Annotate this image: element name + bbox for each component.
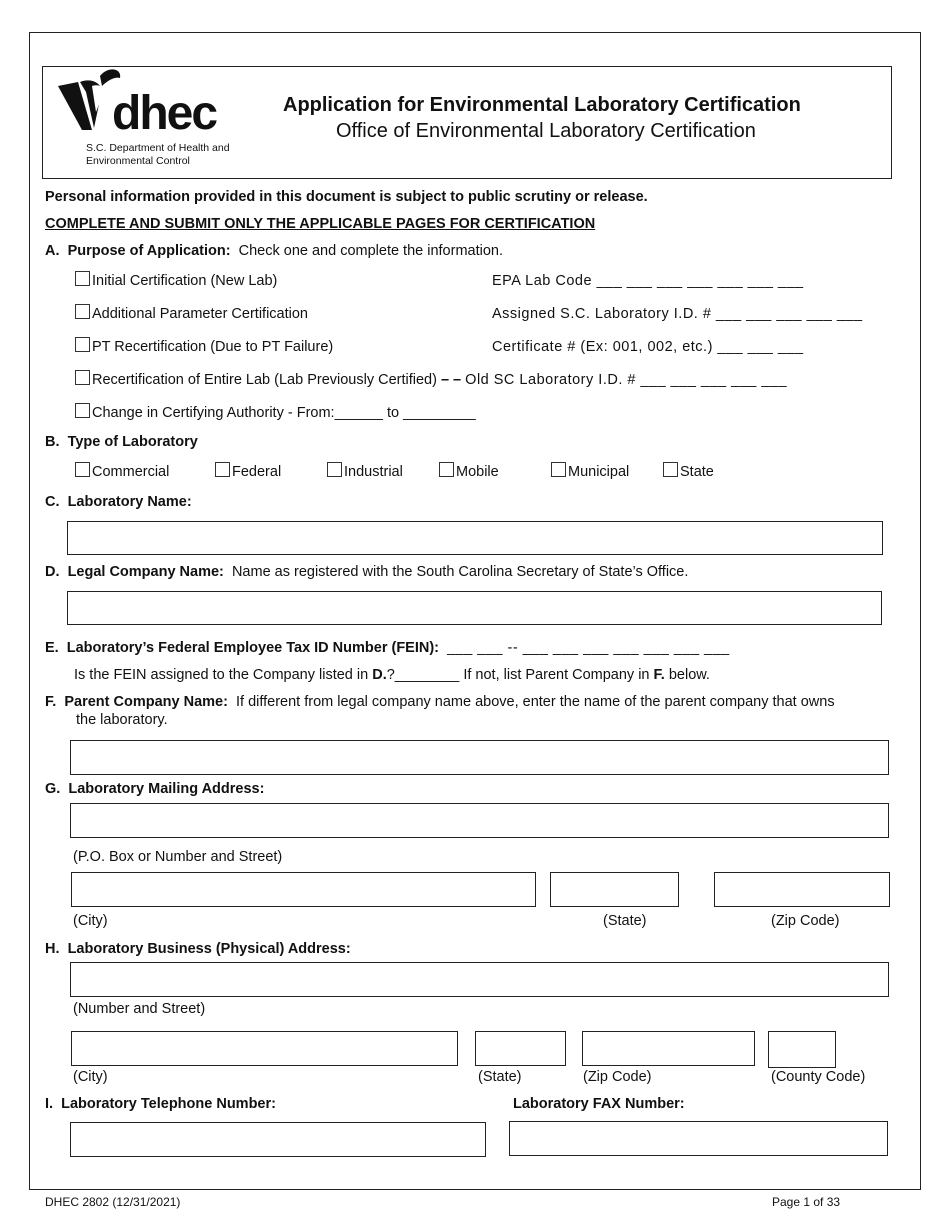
fax-input[interactable] [509, 1121, 888, 1156]
fein-question-text-3: below. [664, 667, 710, 683]
purpose-option-change-label: Change in Certifying Authority - From:______ to _________ [92, 405, 476, 421]
lab-type-label: Federal [232, 464, 282, 480]
section-f-letter: F. [45, 694, 57, 710]
fein-question [74, 667, 710, 683]
lab-type-label: Municipal [568, 464, 630, 480]
purpose-option-change[interactable] [75, 403, 476, 421]
business-county-label: (County Code) [771, 1069, 866, 1085]
mailing-city-label: (City) [73, 913, 108, 929]
checkbox-initial[interactable] [75, 271, 90, 286]
fein-field[interactable]: ___ ___ -- ___ ___ ___ ___ ___ ___ ___ [447, 640, 730, 656]
section-e-label: Laboratory’s Federal Employee Tax ID Number (FEIN): [66, 640, 440, 656]
logo-subtitle-2: Environmental Control [86, 155, 190, 167]
old-lab-id-field[interactable]: Old SC Laboratory I.D. # ___ ___ ___ ___ ___ [465, 372, 788, 388]
purpose-option-additional-label: Additional Parameter Certification [92, 306, 308, 322]
logo-subtitle-1: S.C. Department of Health and [86, 142, 230, 154]
checkbox-additional[interactable] [75, 304, 90, 319]
parent-company-name-input[interactable] [70, 740, 889, 775]
lab-type-mobile[interactable] [439, 462, 499, 480]
section-f-label: Parent Company Name: [64, 694, 228, 710]
assigned-lab-id-field[interactable]: Assigned S.C. Laboratory I.D. # ___ ___ ___ ___ ___ [492, 306, 863, 322]
lab-type-industrial[interactable] [327, 462, 403, 480]
checkbox-mobile[interactable] [439, 462, 454, 477]
business-street-label: (Number and Street) [73, 1001, 206, 1017]
mailing-zip-label: (Zip Code) [771, 913, 840, 929]
checkbox-federal[interactable] [215, 462, 230, 477]
mailing-zip-input[interactable] [714, 872, 890, 907]
legal-company-name-input[interactable] [67, 591, 882, 625]
section-i-heading [45, 1096, 276, 1112]
section-b-letter: B. [45, 434, 60, 450]
section-g-heading [45, 781, 264, 797]
section-h-heading [45, 941, 351, 957]
section-f-desc-2: the laboratory. [76, 712, 168, 728]
section-h-letter: H. [45, 941, 60, 957]
business-county-input[interactable] [768, 1031, 836, 1068]
business-zip-label: (Zip Code) [583, 1069, 652, 1085]
section-b-label: Type of Laboratory [67, 434, 198, 450]
mailing-street-label: (P.O. Box or Number and Street) [73, 849, 283, 865]
business-city-label: (City) [73, 1069, 108, 1085]
section-f-desc: If different from legal company name above, enter the name of the parent company that owns [235, 694, 835, 710]
purpose-option-pt[interactable] [75, 337, 333, 355]
business-city-input[interactable] [71, 1031, 458, 1066]
section-a-desc: Check one and complete the information. [238, 243, 504, 259]
section-i-label: Laboratory Telephone Number: [61, 1096, 276, 1112]
fein-question-ref-d: D. [372, 667, 387, 683]
purpose-option-pt-label: PT Recertification (Due to PT Failure) [92, 339, 334, 355]
section-g-label: Laboratory Mailing Address: [68, 781, 265, 797]
business-state-input[interactable] [475, 1031, 566, 1066]
logo-wordmark: dhec [112, 87, 217, 140]
section-i-letter: I. [45, 1096, 54, 1112]
section-b-heading [45, 434, 198, 450]
lab-type-federal[interactable] [215, 462, 281, 480]
lab-type-municipal[interactable] [551, 462, 629, 480]
mailing-city-input[interactable] [71, 872, 536, 907]
section-c-label: Laboratory Name: [67, 494, 192, 510]
checkbox-state[interactable] [663, 462, 678, 477]
privacy-notice: Personal information provided in this document is subject to public scrutiny or release. [45, 189, 648, 205]
section-c-letter: C. [45, 494, 60, 510]
page-number: Page 1 of 33 [772, 1195, 841, 1209]
recert-dash: – – [440, 372, 462, 388]
checkbox-commercial[interactable] [75, 462, 90, 477]
purpose-option-recert-label: Recertification of Entire Lab (Lab Previously Certified) [92, 372, 437, 388]
section-a-letter: A. [45, 243, 60, 259]
purpose-option-initial[interactable] [75, 271, 277, 289]
checkbox-pt[interactable] [75, 337, 90, 352]
mailing-street-input[interactable] [70, 803, 889, 838]
purpose-option-initial-label: Initial Certification (New Lab) [92, 273, 278, 289]
lab-type-label: State [680, 464, 714, 480]
certificate-number-field[interactable]: Certificate # (Ex: 001, 002, etc.) ___ ___ ___ [492, 339, 804, 355]
mailing-state-input[interactable] [550, 872, 679, 907]
laboratory-name-input[interactable] [67, 521, 883, 555]
checkbox-recert[interactable] [75, 370, 90, 385]
purpose-option-recert[interactable] [75, 370, 787, 388]
section-a-heading [45, 243, 503, 259]
lab-type-label: Industrial [344, 464, 403, 480]
section-d-heading [45, 564, 688, 580]
checkbox-municipal[interactable] [551, 462, 566, 477]
business-zip-input[interactable] [582, 1031, 755, 1066]
purpose-option-additional[interactable] [75, 304, 308, 322]
section-f-heading [45, 694, 835, 710]
section-h-label: Laboratory Business (Physical) Address: [67, 941, 351, 957]
checkbox-industrial[interactable] [327, 462, 342, 477]
section-e-letter: E. [45, 640, 59, 656]
submission-instruction: COMPLETE AND SUBMIT ONLY THE APPLICABLE PAGES FOR CERTIFICATION [45, 216, 596, 232]
section-a-label: Purpose of Application: [67, 243, 231, 259]
checkbox-change[interactable] [75, 403, 90, 418]
section-d-label: Legal Company Name: [67, 564, 224, 580]
epa-lab-code-field[interactable]: EPA Lab Code ___ ___ ___ ___ ___ ___ ___ [492, 273, 804, 289]
fein-question-text: Is the FEIN assigned to the Company listed in [74, 667, 373, 683]
form-id: DHEC 2802 (12/31/2021) [45, 1195, 181, 1209]
dhec-logo [56, 68, 231, 168]
section-e-heading [45, 640, 730, 656]
fein-question-text-2: ?________ If not, list Parent Company in [386, 667, 654, 683]
page-title: Application for Environmental Laboratory Certification [283, 94, 801, 116]
section-g-letter: G. [45, 781, 61, 797]
section-c-heading [45, 494, 192, 510]
telephone-input[interactable] [70, 1122, 486, 1157]
lab-type-commercial[interactable] [75, 462, 169, 480]
lab-type-label: Mobile [456, 464, 499, 480]
lab-type-label: Commercial [92, 464, 170, 480]
section-d-desc: Name as registered with the South Carolina Secretary of State’s Office. [231, 564, 689, 580]
page-subtitle: Office of Environmental Laboratory Certification [336, 120, 756, 142]
lab-type-state[interactable] [663, 462, 714, 480]
fein-question-ref-f: F. [653, 667, 665, 683]
mailing-state-label: (State) [603, 913, 647, 929]
fax-label: Laboratory FAX Number: [513, 1096, 685, 1112]
business-state-label: (State) [478, 1069, 522, 1085]
business-street-input[interactable] [70, 962, 889, 997]
section-d-letter: D. [45, 564, 60, 580]
